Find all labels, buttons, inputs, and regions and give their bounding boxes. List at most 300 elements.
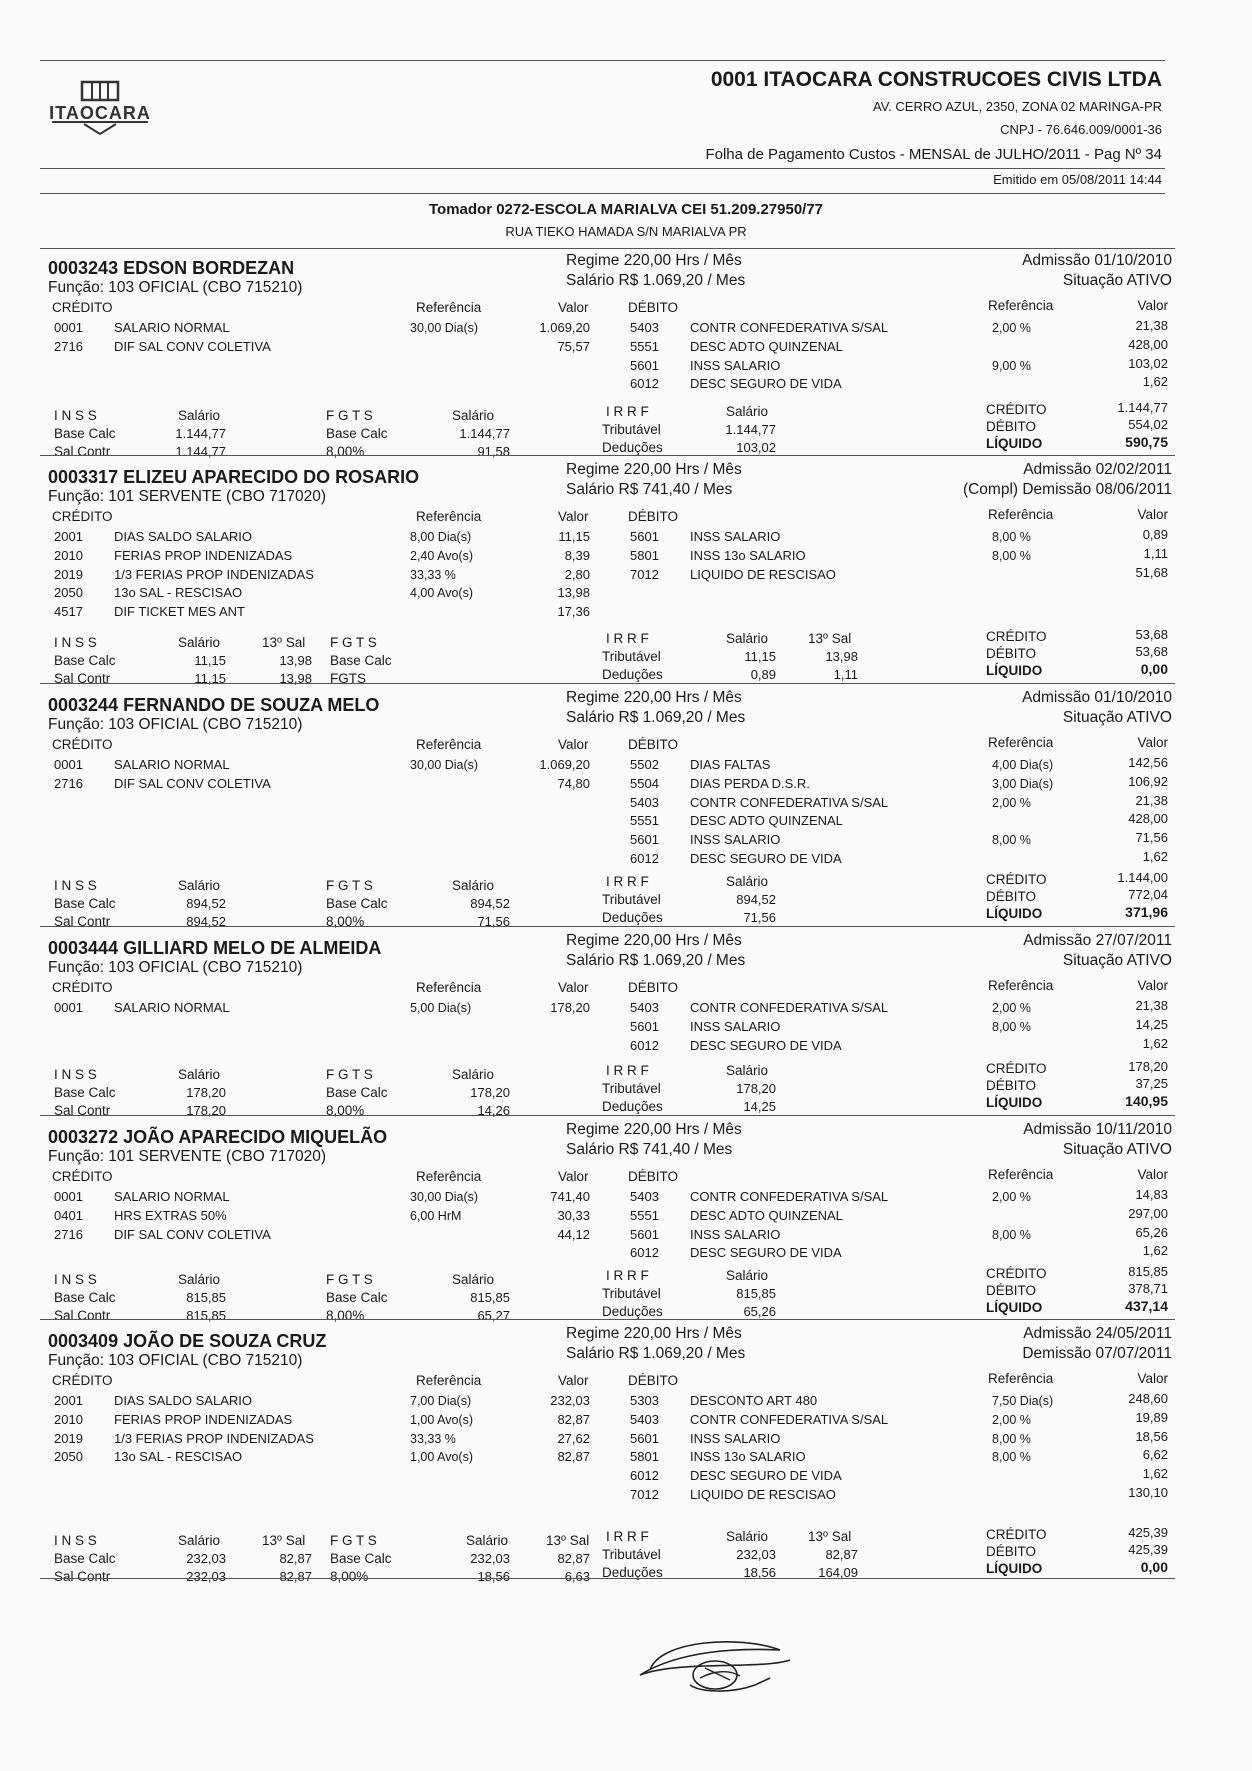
- debit-value: 65,26: [1135, 1224, 1168, 1240]
- referencia-header: Referência: [988, 298, 1054, 313]
- base-calc-label: Base Calc: [326, 896, 388, 911]
- credit-ref: 4,00 Avo(s): [410, 586, 474, 601]
- employee-salario: Salário R$ 741,40 / Mes: [566, 481, 733, 498]
- irrf13-trib-value: 13,98: [825, 649, 858, 664]
- total-liquido-label: LÍQUIDO: [986, 663, 1043, 678]
- total-credito-label: CRÉDITO: [986, 1266, 1047, 1281]
- fgts-value: 65,27: [477, 1308, 510, 1323]
- irrf-salario-label: Salário: [726, 1063, 769, 1078]
- employee-salario: Salário R$ 741,40 / Mes: [566, 1141, 733, 1158]
- block-rule: [40, 683, 1175, 684]
- fgts-label: F G T S: [326, 1272, 373, 1287]
- credit-value: 1.069,20: [539, 757, 590, 772]
- employee-salario: Salário R$ 1.069,20 / Mes: [566, 952, 746, 969]
- block-rule: [40, 1319, 1175, 1320]
- debit-code: 6012: [630, 1037, 659, 1053]
- fgts-salario-label: Salário: [452, 408, 495, 423]
- debit-value: 21,38: [1135, 792, 1168, 808]
- tributavel-label: Tributável: [602, 422, 661, 437]
- credit-desc: SALARIO NORMAL: [114, 1000, 230, 1015]
- employee-name: 0003244 FERNANDO DE SOUZA MELO: [48, 695, 380, 715]
- credit-code: 0001: [54, 320, 83, 335]
- debit-code: 5601: [630, 1430, 659, 1446]
- company-cnpj: CNPJ - 76.646.009/0001-36: [1000, 122, 1162, 137]
- credit-code: 2010: [54, 547, 83, 563]
- inss-salario-label: Salário: [178, 878, 221, 893]
- debit-value: 18,56: [1135, 1428, 1168, 1444]
- debit-desc: DESC SEGURO DE VIDA: [690, 851, 842, 866]
- debit-desc: CONTR CONFEDERATIVA S/SAL: [690, 1411, 889, 1427]
- credito-header: CRÉDITO: [52, 300, 113, 315]
- debit-value: 1,11: [1143, 545, 1168, 561]
- credit-desc: DIF SAL CONV COLETIVA: [114, 338, 271, 354]
- base-calc-label: Base Calc: [54, 426, 116, 441]
- irrf-label: I R R F: [606, 1529, 649, 1544]
- debit-ref: 8,00 %: [992, 530, 1031, 544]
- irrf-ded-value: 0,89: [750, 667, 776, 682]
- credit-ref: 6,00 HrM: [410, 1208, 462, 1223]
- debit-ref: 7,50 Dia(s): [992, 1394, 1054, 1408]
- debit-desc: DESC ADTO QUINZENAL: [690, 338, 843, 354]
- credit-value: 75,57: [557, 338, 590, 354]
- debit-ref: 9,00 %: [992, 358, 1031, 373]
- credit-desc: 13o SAL - RESCISAO: [114, 585, 243, 601]
- inss-salario-label: Salário: [178, 1533, 221, 1548]
- debit-desc: INSS SALARIO: [690, 357, 781, 373]
- irrf-salario-label: Salário: [726, 404, 769, 419]
- valor-header: Valor: [558, 737, 589, 752]
- valor-header: Valor: [558, 300, 589, 315]
- debit-desc: DESC SEGURO DE VIDA: [690, 376, 842, 392]
- debit-ref: 8,00 %: [992, 1450, 1031, 1465]
- debit-desc: DESC SEGURO DE VIDA: [690, 1245, 842, 1261]
- fgts13-base-value: 82,87: [557, 1551, 590, 1566]
- employee-regime: Regime 220,00 Hrs / Mês: [566, 461, 742, 478]
- total-liquido-value: 0,00: [1140, 1559, 1168, 1575]
- referencia-header: Referência: [416, 737, 482, 752]
- inss-base-value: 232,03: [186, 1551, 226, 1566]
- credit-ref: 5,00 Dia(s): [410, 1001, 472, 1015]
- total-liquido-value: 140,95: [1125, 1093, 1168, 1109]
- tributavel-label: Tributável: [602, 892, 661, 907]
- tributavel-label: Tributável: [602, 1286, 661, 1301]
- debito-header: DÉBITO: [628, 1373, 679, 1388]
- credit-ref: 33,33 %: [410, 1431, 456, 1446]
- debit-desc: INSS SALARIO: [690, 1226, 781, 1242]
- header-rule: [40, 60, 1165, 61]
- total-debito-value: 378,71: [1128, 1281, 1168, 1296]
- credit-code: 2010: [54, 1411, 83, 1427]
- base-calc-label: Base Calc: [326, 426, 388, 441]
- employee-salario: Salário R$ 1.069,20 / Mes: [566, 272, 746, 289]
- report-title: Folha de Pagamento Custos - MENSAL de JULHO/2011 - Pag Nº 34: [705, 146, 1162, 163]
- deducoes-label: Deduções: [602, 440, 663, 455]
- inss13-base-value: 82,87: [279, 1551, 312, 1566]
- debit-value: 1,62: [1142, 849, 1168, 864]
- fgts-pct: 8,00%: [326, 1308, 365, 1323]
- employee-admissao: Admissão 01/10/2010: [1022, 689, 1172, 706]
- debit-code: 6012: [630, 1468, 659, 1484]
- inss-label: I N S S: [54, 408, 97, 423]
- credit-desc: DIF TICKET MES ANT: [114, 604, 245, 620]
- irrf-ded-value: 65,26: [743, 1304, 776, 1319]
- inss-base-value: 11,15: [194, 653, 226, 668]
- base-calc-label: Base Calc: [326, 1085, 388, 1100]
- debit-value: 130,10: [1128, 1485, 1168, 1500]
- employee-admissao: Admissão 27/07/2011: [1023, 932, 1172, 949]
- total-liquido-value: 0,00: [1140, 661, 1168, 677]
- valor-header: Valor: [1137, 1167, 1168, 1182]
- debit-desc: LIQUIDO DE RESCISAO: [690, 1487, 836, 1502]
- debito-header: DÉBITO: [628, 737, 679, 752]
- irrf-label: I R R F: [606, 1268, 649, 1283]
- credit-code: 0001: [54, 757, 83, 772]
- credit-desc: 1/3 FERIAS PROP INDENIZADAS: [114, 1430, 314, 1446]
- fgts-base-value: 894,52: [470, 896, 510, 911]
- irrf-label: I R R F: [606, 1063, 649, 1078]
- irrf-salario-label: Salário: [726, 631, 769, 646]
- total-liquido-value: 371,96: [1125, 904, 1168, 920]
- debit-code: 5551: [630, 1207, 659, 1223]
- valor-header: Valor: [1137, 507, 1168, 522]
- total-credito-label: CRÉDITO: [986, 1061, 1047, 1076]
- debit-desc: DIAS PERDA D.S.R.: [690, 775, 810, 791]
- credit-code: 2001: [54, 1393, 83, 1408]
- total-credito-value: 1.144,77: [1117, 400, 1168, 415]
- valor-header: Valor: [1137, 735, 1168, 750]
- inss-salario-label: Salário: [178, 408, 221, 423]
- credit-desc: HRS EXTRAS 50%: [114, 1207, 227, 1223]
- total-liquido-label: LÍQUIDO: [986, 436, 1043, 451]
- employee-situacao: (Compl) Demissão 08/06/2011: [962, 481, 1172, 498]
- irrf-13sal-label: 13º Sal: [808, 1529, 852, 1544]
- inss-label: I N S S: [54, 1067, 97, 1082]
- debit-ref: 2,00 %: [992, 1412, 1031, 1427]
- fgts-label: F G T S: [330, 635, 377, 650]
- base-calc-label: Base Calc: [54, 653, 116, 668]
- irrf-salario-label: Salário: [726, 874, 769, 889]
- total-credito-label: CRÉDITO: [986, 872, 1047, 887]
- debit-code: 5601: [630, 529, 659, 544]
- debit-ref: 2,00 %: [992, 1001, 1031, 1015]
- employee-situacao: Situação ATIVO: [1062, 1141, 1172, 1158]
- fgts-label: F G T S: [326, 1067, 373, 1082]
- irrf-trib-value: 11,15: [744, 649, 776, 664]
- credit-ref: 30,00 Dia(s): [410, 1190, 479, 1204]
- valor-header: Valor: [558, 509, 589, 524]
- referencia-header: Referência: [988, 1371, 1054, 1386]
- debit-desc: CONTR CONFEDERATIVA S/SAL: [690, 1189, 889, 1204]
- fgts-base-value: 815,85: [470, 1290, 510, 1305]
- irrf-ded-value: 71,56: [743, 910, 776, 925]
- deducoes-label: Deduções: [602, 1565, 663, 1580]
- base-calc-label: Base Calc: [54, 896, 116, 911]
- inss13-contr-value: 13,98: [279, 671, 312, 686]
- debit-value: 21,38: [1135, 998, 1168, 1013]
- inss-label: I N S S: [54, 1272, 97, 1287]
- debit-ref: 8,00 %: [992, 1227, 1031, 1242]
- debit-value: 0,89: [1142, 527, 1168, 542]
- fgts-value: 18,56: [477, 1569, 510, 1584]
- base-calc-label: Base Calc: [330, 1551, 392, 1566]
- inss13-contr-value: 82,87: [279, 1569, 312, 1584]
- employee-regime: Regime 220,00 Hrs / Mês: [566, 1325, 742, 1342]
- total-debito-label: DÉBITO: [986, 646, 1037, 661]
- credito-header: CRÉDITO: [52, 1373, 113, 1388]
- irrf13-ded-value: 1,11: [833, 667, 858, 682]
- base-calc-label: Base Calc: [54, 1085, 116, 1100]
- total-debito-value: 554,02: [1128, 417, 1168, 432]
- debit-desc: INSS 13o SALARIO: [690, 547, 806, 563]
- debit-value: 103,02: [1128, 355, 1168, 371]
- block-rule: [40, 455, 1175, 456]
- total-credito-value: 1.144,00: [1117, 870, 1168, 885]
- total-liquido-label: LÍQUIDO: [986, 1561, 1043, 1576]
- debito-header: DÉBITO: [628, 300, 679, 315]
- debit-value: 428,00: [1128, 811, 1168, 827]
- debit-desc: INSS 13o SALARIO: [690, 1449, 806, 1465]
- employee-name: 0003317 ELIZEU APARECIDO DO ROSARIO: [48, 467, 420, 487]
- credit-desc: FERIAS PROP INDENIZADAS: [114, 547, 293, 563]
- debit-desc: INSS SALARIO: [690, 1430, 781, 1446]
- total-debito-label: DÉBITO: [986, 1283, 1037, 1298]
- employee-regime: Regime 220,00 Hrs / Mês: [566, 689, 742, 706]
- referencia-header: Referência: [416, 1373, 482, 1388]
- inss13-base-value: 13,98: [279, 653, 312, 668]
- total-credito-label: CRÉDITO: [986, 629, 1047, 644]
- credito-header: CRÉDITO: [52, 980, 113, 995]
- credit-code: 4517: [54, 604, 83, 620]
- valor-header: Valor: [1137, 978, 1168, 993]
- referencia-header: Referência: [416, 509, 482, 524]
- total-debito-value: 425,39: [1128, 1542, 1168, 1557]
- credit-code: 2716: [54, 775, 83, 791]
- deducoes-label: Deduções: [602, 1304, 663, 1319]
- fgts-base-value: 1.144,77: [459, 426, 510, 441]
- block-rule: [40, 1578, 1175, 1579]
- irrf-trib-value: 1.144,77: [725, 422, 776, 437]
- irrf-label: I R R F: [606, 404, 649, 419]
- company-address: AV. CERRO AZUL, 2350, ZONA 02 MARINGA-PR: [873, 99, 1162, 114]
- credit-value: 30,33: [557, 1207, 590, 1223]
- total-liquido-value: 437,14: [1125, 1298, 1168, 1314]
- fgts-base-value: 232,03: [470, 1551, 510, 1566]
- fgts-pct: 8,00%: [326, 1103, 365, 1118]
- debit-code: 5601: [630, 357, 659, 373]
- fgts-label: F G T S: [326, 408, 373, 423]
- fgts-label: F G T S: [330, 1533, 377, 1548]
- credit-value: 11,15: [558, 529, 590, 544]
- debit-desc: CONTR CONFEDERATIVA S/SAL: [690, 1000, 889, 1015]
- referencia-header: Referência: [988, 507, 1054, 522]
- credit-value: 13,98: [557, 585, 590, 601]
- credit-value: 82,87: [557, 1449, 590, 1465]
- sal-contr-label: Sal Contr: [54, 671, 111, 686]
- employee-situacao: Situação ATIVO: [1062, 952, 1172, 969]
- fgts-salario-label: Salário: [452, 1272, 495, 1287]
- debit-value: 14,83: [1135, 1187, 1168, 1202]
- irrf13-trib-value: 82,87: [825, 1547, 858, 1562]
- employee-funcao: Função: 101 SERVENTE (CBO 717020): [48, 488, 326, 505]
- employee-admissao: Admissão 10/11/2010: [1023, 1121, 1172, 1138]
- credit-value: 2,80: [564, 566, 590, 582]
- sal-contr-label: Sal Contr: [54, 914, 111, 929]
- debit-ref: 3,00 Dia(s): [992, 776, 1054, 791]
- fgts13-value: 6,63: [564, 1569, 590, 1584]
- inss-base-value: 1.144,77: [175, 426, 226, 441]
- debit-value: 142,56: [1128, 755, 1168, 770]
- base-calc-label: Base Calc: [326, 1290, 388, 1305]
- irrf-salario-label: Salário: [726, 1529, 769, 1544]
- debit-value: 71,56: [1135, 830, 1168, 846]
- credit-ref: 1,00 Avo(s): [410, 1412, 474, 1427]
- employee-regime: Regime 220,00 Hrs / Mês: [566, 932, 742, 949]
- irrf-ded-value: 18,56: [743, 1565, 776, 1580]
- referencia-header: Referência: [416, 1169, 482, 1184]
- credito-header: CRÉDITO: [52, 509, 113, 524]
- fgts-base-value: 178,20: [470, 1085, 510, 1100]
- debit-desc: CONTR CONFEDERATIVA S/SAL: [690, 794, 889, 810]
- debit-ref: 8,00 %: [992, 833, 1031, 848]
- credit-code: 2019: [54, 566, 83, 582]
- inss-13sal-label: 13º Sal: [262, 1533, 306, 1548]
- header-rule: [40, 168, 1165, 169]
- deducoes-label: Deduções: [602, 1099, 663, 1114]
- referencia-header: Referência: [988, 978, 1054, 993]
- irrf-label: I R R F: [606, 631, 649, 646]
- credit-code: 2716: [54, 1226, 83, 1242]
- inss-contr-value: 11,15: [194, 671, 226, 686]
- tributavel-label: Tributável: [602, 649, 661, 664]
- debit-value: 248,60: [1128, 1391, 1168, 1406]
- debit-value: 19,89: [1135, 1409, 1168, 1425]
- credit-desc: DIF SAL CONV COLETIVA: [114, 1226, 271, 1242]
- employee-name: 0003243 EDSON BORDEZAN: [48, 258, 295, 278]
- deducoes-label: Deduções: [602, 910, 663, 925]
- employee-funcao: Função: 101 SERVENTE (CBO 717020): [48, 1148, 326, 1165]
- employee-name: 0003272 JOÃO APARECIDO MIQUELÃO: [48, 1127, 388, 1147]
- fgts-salario-label: Salário: [452, 878, 495, 893]
- debit-desc: INSS SALARIO: [690, 529, 781, 544]
- debito-header: DÉBITO: [628, 1169, 679, 1184]
- debit-code: 6012: [630, 851, 659, 866]
- debit-ref: 8,00 %: [992, 1431, 1031, 1446]
- inss-base-value: 894,52: [186, 896, 226, 911]
- credit-code: 2019: [54, 1430, 83, 1446]
- debit-code: 7012: [630, 1487, 659, 1502]
- total-debito-label: DÉBITO: [986, 419, 1037, 434]
- debit-value: 6,62: [1142, 1447, 1168, 1463]
- debit-ref: 2,00 %: [992, 321, 1031, 335]
- total-credito-label: CRÉDITO: [986, 1527, 1047, 1542]
- credit-desc: SALARIO NORMAL: [114, 1189, 230, 1204]
- debit-ref: 2,00 %: [992, 795, 1031, 810]
- employee-situacao: Situação ATIVO: [1062, 272, 1172, 289]
- debit-value: 51,68: [1135, 564, 1168, 580]
- credit-code: 0401: [54, 1207, 83, 1223]
- total-credito-value: 815,85: [1128, 1264, 1168, 1279]
- total-debito-label: DÉBITO: [986, 889, 1037, 904]
- credit-desc: DIF SAL CONV COLETIVA: [114, 775, 271, 791]
- credit-desc: 1/3 FERIAS PROP INDENIZADAS: [114, 566, 314, 582]
- credit-ref: 33,33 %: [410, 567, 456, 582]
- debit-code: 5504: [630, 775, 659, 791]
- credit-desc: SALARIO NORMAL: [114, 320, 230, 335]
- credit-value: 8,39: [564, 547, 590, 563]
- block-rule: [40, 248, 1175, 249]
- employee-regime: Regime 220,00 Hrs / Mês: [566, 1121, 742, 1138]
- credit-code: 0001: [54, 1189, 83, 1204]
- irrf-salario-label: Salário: [726, 1268, 769, 1283]
- debit-ref: 8,00 %: [992, 548, 1031, 563]
- employee-funcao: Função: 103 OFICIAL (CBO 715210): [48, 1352, 303, 1369]
- total-debito-label: DÉBITO: [986, 1544, 1037, 1559]
- credit-desc: 13o SAL - RESCISAO: [114, 1449, 243, 1465]
- tributavel-label: Tributável: [602, 1547, 661, 1562]
- company-logo: [40, 78, 160, 140]
- credit-ref: 30,00 Dia(s): [410, 321, 479, 335]
- company-name: 0001 ITAOCARA CONSTRUCOES CIVIS LTDA: [710, 68, 1162, 91]
- debit-desc: DIAS FALTAS: [690, 757, 771, 772]
- inss-contr-value: 894,52: [186, 914, 226, 929]
- inss-contr-value: 1.144,77: [175, 444, 226, 459]
- fgts-salario-label: Salário: [452, 1067, 495, 1082]
- credit-value: 74,80: [557, 775, 590, 791]
- debit-code: 7012: [630, 566, 659, 582]
- credit-desc: SALARIO NORMAL: [114, 757, 230, 772]
- credit-value: 82,87: [557, 1411, 590, 1427]
- total-credito-value: 53,68: [1135, 627, 1168, 642]
- debit-value: 106,92: [1128, 773, 1168, 789]
- credit-ref: 30,00 Dia(s): [410, 758, 479, 772]
- sal-contr-label: Sal Contr: [54, 444, 111, 459]
- credit-desc: DIAS SALDO SALARIO: [114, 1393, 252, 1408]
- credit-ref: 2,40 Avo(s): [410, 548, 474, 563]
- total-debito-value: 53,68: [1135, 644, 1168, 659]
- employee-salario: Salário R$ 1.069,20 / Mes: [566, 1345, 746, 1362]
- fgts-pct: 8,00%: [326, 914, 365, 929]
- debit-code: 5303: [630, 1393, 659, 1408]
- credit-code: 2716: [54, 338, 83, 354]
- base-calc-label: Base Calc: [54, 1551, 116, 1566]
- deducoes-label: Deduções: [602, 667, 663, 682]
- fgts-pct: 8,00%: [326, 444, 365, 459]
- irrf-trib-value: 894,52: [736, 892, 776, 907]
- irrf-13sal-label: 13º Sal: [808, 631, 852, 646]
- total-debito-value: 772,04: [1128, 887, 1168, 902]
- total-liquido-label: LÍQUIDO: [986, 1095, 1043, 1110]
- debit-desc: DESC SEGURO DE VIDA: [690, 1037, 842, 1053]
- employee-regime: Regime 220,00 Hrs / Mês: [566, 252, 742, 269]
- credit-value: 44,12: [557, 1226, 590, 1242]
- fgts-salario-label: Salário: [466, 1533, 509, 1548]
- emitted-date: Emitido em 05/08/2011 14:44: [993, 172, 1162, 187]
- debit-code: 5403: [630, 1000, 659, 1015]
- total-credito-label: CRÉDITO: [986, 402, 1047, 417]
- total-liquido-label: LÍQUIDO: [986, 906, 1043, 921]
- irrf-ded-value: 103,02: [736, 440, 776, 455]
- irrf-label: I R R F: [606, 874, 649, 889]
- sal-contr-label: Sal Contr: [54, 1103, 111, 1118]
- debit-code: 5403: [630, 1411, 659, 1427]
- header-rule: [40, 193, 1165, 194]
- inss-salario-label: Salário: [178, 1272, 221, 1287]
- debit-code: 5551: [630, 813, 659, 829]
- inss-13sal-label: 13º Sal: [262, 635, 306, 650]
- credit-value: 741,40: [550, 1189, 590, 1204]
- sal-contr-label: Sal Contr: [54, 1569, 111, 1584]
- employee-name: 0003444 GILLIARD MELO DE ALMEIDA: [48, 938, 382, 958]
